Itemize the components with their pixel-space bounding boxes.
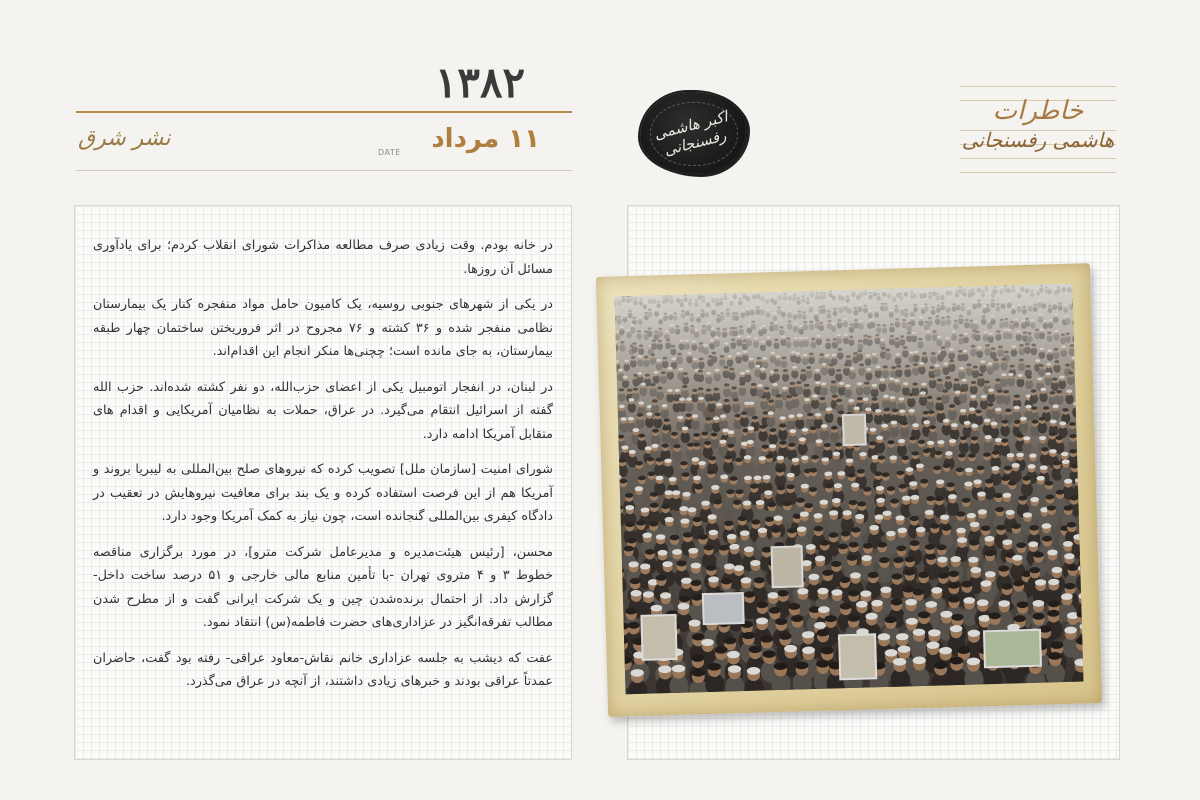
crowd-photo bbox=[615, 284, 1084, 695]
paragraph: در خانه بودم. وقت زیادی صرف مطالعه مذاکرات شورای انقلاب کردم؛ برای یادآوری مسائل آن روزها. bbox=[93, 238, 553, 277]
logo-stripe bbox=[960, 86, 1116, 87]
date-caption: DATE bbox=[378, 148, 401, 157]
publisher-logo: نشر شرق bbox=[78, 126, 171, 151]
header-divider bbox=[76, 111, 572, 113]
paragraph: محسن، [رئیس هیئت‌مدیره و مدیرعامل شرکت مترو]، در مورد برگزاری مناقصه خطوط ۳ و ۴ متروی تهران -با تأمین منابع مالی خارجی و ۵۱ درصد ساخت داخل- گزارش داد. از احتمال برنده‌شدن چین و یک شرکت ایرانی گفت و از مطرح شدن مطالب تفرقه‌انگیز در عزاداری‌های حضرت فاطمه(س) انتقاد نمود. bbox=[93, 544, 553, 630]
crowd-illustration bbox=[615, 284, 1084, 695]
paragraph: در یکی از شهرهای جنوبی روسیه، یک کامیون حامل مواد منفجره کنار یک بیمارستان نظامی منفجر شده و ۳۶ کشته و ۷۶ مجروح در اثر فروریختن ساختمان چهار طبقه بیمارستان، به جای مانده است؛ چچنی‌ها منکر انجام این اقدام‌اند. bbox=[93, 297, 553, 359]
book-logo bbox=[960, 78, 1116, 174]
signature-seal-icon bbox=[640, 92, 746, 174]
diary-text bbox=[93, 234, 553, 706]
date-underline bbox=[76, 170, 572, 171]
year-heading: ۱۳۸۲ bbox=[434, 58, 526, 107]
logo-stripe bbox=[960, 172, 1116, 173]
logo-title: خاطرات bbox=[992, 96, 1084, 126]
date-label: ۱۱ مرداد bbox=[431, 124, 540, 154]
logo-subtitle: هاشمی رفسنجانی bbox=[961, 128, 1115, 152]
paragraph: شورای امنیت [سازمان ملل] تصویب کرده که نیروهای صلح بین‌المللی به لیبریا بروند و آمریکا هم از این فرصت استفاده کرده و یک بند برای معافیت نیروهایش در تعقیب در دادگاه کیفری بین‌المللی گنجانده است، چون نیاز به کمک آمریکا وجود دارد. bbox=[93, 462, 553, 524]
photo-frame bbox=[596, 263, 1102, 717]
seal-text: اکبر هاشمی رفسنجانی bbox=[652, 107, 730, 160]
logo-stripe bbox=[960, 158, 1116, 159]
diary-text-panel bbox=[74, 205, 572, 760]
paragraph: در لبنان، در انفجار اتومبیل یکی از اعضای حزب‌الله، دو نفر کشته شده‌اند. حزب الله گفته از اسرائیل انتقام می‌گیرد. در عراق، حملات به نظامیان آمریکایی و اقدام های متقابل آمریکا ادامه دارد. bbox=[93, 379, 553, 442]
paragraph: عفت که دیشب به جلسه عزاداری خانم نقاش-معاود عراقی- رفته بود گفت، حاضران عمدتاً عراقی بودند و خبرهای زیادی داشتند، از آنچه در عراق می‌گذرد. bbox=[93, 650, 553, 689]
